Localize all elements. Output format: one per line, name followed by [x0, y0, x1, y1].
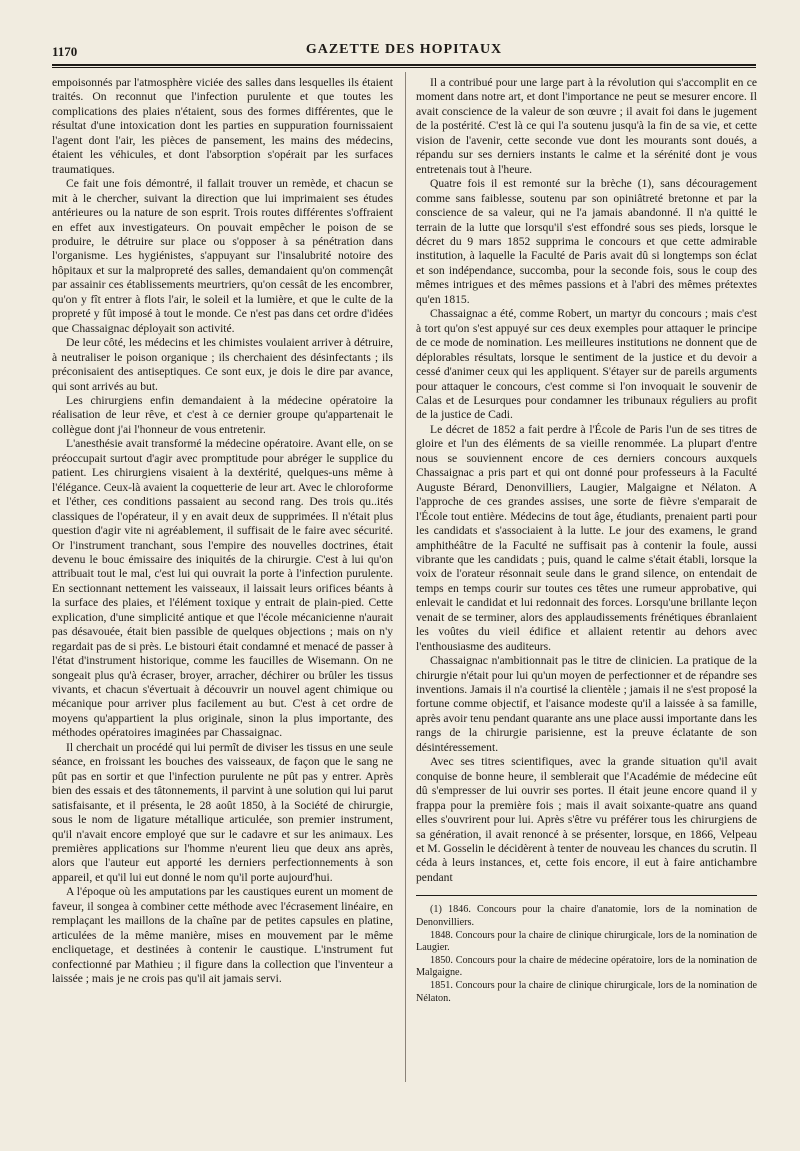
column-divider [405, 72, 406, 1082]
footnote-rule [416, 895, 757, 896]
footnote: 1851. Concours pour la chaire de clinique chirurgicale, lors de la nomination de Nélaton. [416, 979, 757, 1004]
paragraph: Chassaignac a été, comme Robert, un martyr du concours ; mais c'est à tort qu'on s'est appuyé sur ces deux exemples pour attaquer le principe de ce mode de nomination. Les meilleures institutions ne donnent que de déplorables résultats, lorsque le sentiment de la justice et du devoir a cessé d'animer ceux qui les appliquent. S'étayer sur de pareils arguments pour attaquer le concours, c'est comme si l'on invoquait le souvenir de Calas et de Lesurques pour condamner les tribunaux réguliers au profit de la justice de Cadi. [416, 307, 757, 422]
paragraph: Le décret de 1852 a fait perdre à l'École de Paris l'un de ses titres de gloire et l'un des éléments de sa vieille renommée. La plupart d'entre nous se souviennent encore de ces derniers concours auxquels Chassaignac a pris part et qui ont donné pour professeurs à la Faculté Auguste Bérard, Denonvilliers, Laugier, Malgaigne et Nélaton. A l'approche de ces grandes assises, une sorte de fièvre s'emparait de l'École tout entière. Médecins de tout âge, étudiants, prenaient parti pour les candidats et s'associaient à la lutte. Le jour des examens, le grand amphithéâtre de la Faculté ne suffisait pas à contenir la foule, aussi vibrante que les candidats ; puis, quand le calme s'était établi, lorsque la voix de l'orateur résonnait seule dans le grand silence, on entendait de temps en temps courir sur toutes ces têtes une rumeur approbative, qui enlevait le candidat et lui redonnait des forces. Lorsqu'une brillante leçon venait de se terminer, alors des applaudissements frénétiques ébranlaient les voûtes du vieil édifice et allaient retentir au dehors avec l'enthousiasme des auditeurs. [416, 422, 757, 653]
paragraph: A l'époque où les amputations par les caustiques eurent un moment de faveur, il songea à combiner cette méthode avec l'écrasement linéaire, en remplaçant les maillons de la chaîne par de petites capsules en platine, articulées de la même manière, mises en mouvement par le même encliquetage, et destinées à contenir le caustique. L'instrument fut confectionné par Mathieu ; il figure dans la collection que l'inventeur a laissée ; mais je ne crois pas qu'il ait jamais servi. [52, 885, 393, 986]
paragraph: L'anesthésie avait transformé la médecine opératoire. Avant elle, on se préoccupait surtout d'agir avec promptitude pour abréger le supplice du patient. Les chirurgiens visaient à la dextérité, quelques-uns même à l'élégance. Ceux-là avaient la coquetterie de leur art. Avec le chloroforme et l'éther, ces conditions passaient au second rang. Des trois qu..ités classiques de l'opérateur, il y en avait deux de supprimées. Il n'était plus question d'agir vite ni agréablement, il suffisait de le faire avec sécurité. Or l'instrument tranchant, sous l'empire des nouvelles doctrines, était devenu le bouc émissaire des iniquités de la chirurgie. C'est à lui qu'on attribuait tout le mal, c'est lui qui ouvrait la porte à l'infection purulente. En sectionnant nettement les vaisseaux, il laissait leurs orifices béants à la surface des plaies, et l'élément toxique y entrait de plain-pied. Cette explication, d'une simplicité antique et que l'école mécanicienne n'aurait pas désavouée, était bien passible de quelques objections ; mais on n'y regardait pas de si près. Le bistouri était condamné et menacé de passer à l'état d'instrument historique, comme les faucilles de Wisemann. On ne songeait plus qu'à écraser, broyer, arracher, déchirer ou brûler les tissus vivants, et chacun s'évertuait à découvrir un nouvel agent chimique ou mécanique pour arriver plus facilement au but. C'est à cet ordre de moyens qu'appartient la plus originale, sinon la plus importante, des méthodes opératoires imaginées par Chassaignac. [52, 437, 393, 740]
paragraph: Ce fait une fois démontré, il fallait trouver un remède, et chacun se mit à le chercher, suivant la direction que lui imprimaient ses études antérieures ou la nature de son esprit. Trois routes différentes s'offraient en effet aux investigateurs. On pouvait empêcher le poison de se produire, le détruire sur place ou s'opposer à sa pénétration dans l'organisme. Les hygiénistes, s'appuyant sur l'insalubrité notoire des hôpitaux et sur la malpropreté des salles, demandaient qu'on commençât par assainir ces établissements meurtriers, qu'on cessât de les encombrer, qu'on y fît entrer à flots l'air, le soleil et la lumière, et que le culte de la propreté y fût imposé à tout le monde. Ce n'est pas dans cet ordre d'idées que Chassaignac déployait son activité. [52, 177, 393, 335]
paragraph: De leur côté, les médecins et les chimistes voulaient arriver à détruire, à neutraliser le poison organique ; ils cherchaient des désinfectants ; ils préconisaient des antiseptiques. Ce sont eux, je dois le dire par avance, qui sont arrivés au but. [52, 336, 393, 393]
paragraph: Quatre fois il est remonté sur la brèche (1), sans découragement comme sans faiblesse, soutenu par son opiniâtreté bretonne et par la conscience de sa valeur, qui ne l'a jamais abandonné. Il n'a quitté le terrain de la lutte que lorsqu'il s'est effondré sous ses pieds, lorsque le décret du 9 mars 1852 supprima le concours et que cette admirable institution, à laquelle la Faculté de Paris avait dû si longtemps son éclat et son indépendance, succomba, pour la seconde fois, sous le coup des mêmes intrigues et des mêmes passions et à l'abri des mêmes prétextes qu'en 1815. [416, 177, 757, 306]
footnote: 1848. Concours pour la chaire de clinique chirurgicale, lors de la nomination de Laugier. [416, 929, 757, 954]
paragraph: empoisonnés par l'atmosphère viciée des salles dans lesquelles ils étaient traités. On reconnut que l'infection purulente et que toutes les complications des plaies n'étaient, sous des formes différentes, que le résultat d'une intoxication dont les parties en suppuration fournissaient l'agent dont l'air, les pièces de pansement, les mains des médecins, étaient les véhicules, et dont l'absorption s'opérait par les surfaces traumatiques. [52, 76, 393, 176]
page-number: 1170 [52, 44, 78, 59]
paragraph: Il a contribué pour une large part à la révolution qui s'accomplit en ce moment dans notre art, et dont l'importance ne peut se mesurer encore. Il avait conscience de la valeur de son œuvre ; il avait foi dans le jugement de la postérité. C'est là ce qui l'a soutenu jusqu'à la fin de sa vie, et cette vision de l'avenir, cette seconde vue dont les mourants sont doués, a répandu sur ses derniers instants le calme et la sérénité dont je vous entretenais tout à l'heure. [416, 76, 757, 176]
right-column [416, 76, 757, 1005]
left-column [52, 76, 393, 987]
paragraph: Chassaignac n'ambitionnait pas le titre de clinicien. La pratique de la chirurgie n'était pour lui qu'un moyen de perfectionner et de répandre ses inventions. Jamais il n'a courtisé la clientèle ; jamais il ne s'est proposé la fortune comme objectif, et l'aisance modeste qu'il a laissée à sa famille, après avoir tenu pendant quarante ans une place aussi importante dans les rangs de la chirurgie parisienne, est la preuve éclatante de son désintéressement. [416, 654, 757, 754]
paragraph: Il cherchait un procédé qui lui permît de diviser les tissus en une seule séance, en froissant les bouches des vaisseaux, de façon que le sang ne pût pas en sortir et que l'infection purulente ne pût pas y entrer. Après bien des essais et des tâtonnements, il parvint à une solution qui lui parut satisfaisante, et il présenta, le 28 août 1850, à la Société de chirurgie, sous le nom de ligature métallique articulée, son premier instrument, qu'il n'avait encore employé que sur le cadavre et sur les animaux. Les premières applications sur l'homme n'eurent lieu que deux ans après, alors que l'auteur eut apporté les derniers perfectionnements à son appareil, et qu'il lui eut donné le nom qu'il porte aujourd'hui. [52, 740, 393, 884]
header-rule [52, 67, 756, 68]
footnote: (1) 1846. Concours pour la chaire d'anatomie, lors de la nomination de Denonvilliers. [416, 904, 757, 928]
paragraph: Avec ses titres scientifiques, avec la grande situation qu'il avait conquise de bonne heure, il semblerait que l'Académie de médecine eût dû s'empresser de lui ouvrir ses portes. Il était jeune encore quand il y frappa pour la première fois ; mais il avait soixante-quatre ans quand elles s'ouvrirent pour lui. Après s'être vu préférer tous les chirurgiens de sa génération, il avait renoncé à se présenter, lorsque, en 1866, Velpeau et M. Gosselin le décidèrent à tenter de nouveau les chances du scrutin. Il céda à leurs instances, et, cette fois encore, il eut à faire antichambre pendant [416, 755, 757, 884]
page-header [52, 36, 756, 66]
journal-title: GAZETTE DES HOPITAUX [305, 42, 503, 57]
footnote: 1850. Concours pour la chaire de médecine opératoire, lors de la nomination de Malgaigne. [416, 954, 757, 979]
footnotes [416, 904, 757, 1005]
paragraph: Les chirurgiens enfin demandaient à la médecine opératoire la réalisation de leur rêve, et c'est à ce dernier groupe qu'appartenait le collègue dont j'ai l'honneur de vous entretenir. [52, 393, 393, 436]
